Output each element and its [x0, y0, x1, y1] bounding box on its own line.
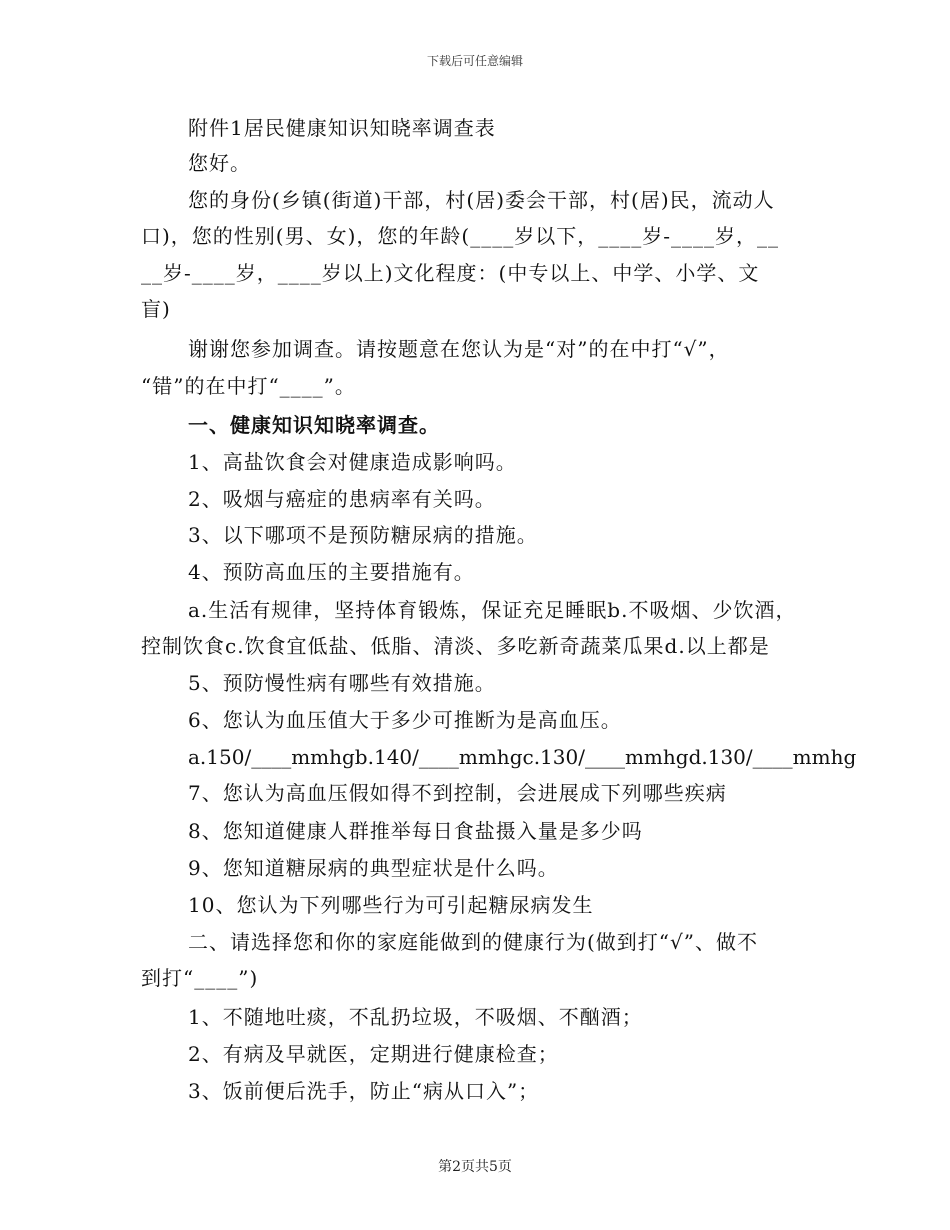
- question-4-options-line-1: a.生活有规律，坚持体育锻炼，保证充足睡眠b.不吸烟、少饮酒，: [188, 598, 797, 622]
- page-header: 下载后可任意编辑: [426, 54, 523, 68]
- question-6-options: a.150/____mmhgb.140/____mmhgc.130/____mmhgd.130/____mmhg: [188, 745, 857, 769]
- intro-line-4: 盲): [141, 297, 171, 321]
- question-9: 9、您知道糖尿病的典型症状是什么吗。: [188, 856, 559, 880]
- question-8: 8、您知道健康人群推举每日食盐摄入量是多少吗: [188, 819, 643, 843]
- section1-heading: 一、健康知识知晓率调查。: [188, 413, 440, 437]
- question-6: 6、您认为血压值大于多少可推断为是高血压。: [188, 708, 622, 732]
- question-1: 1、高盐饮食会对健康造成影响吗。: [188, 450, 517, 474]
- question-2: 2、吸烟与癌症的患病率有关吗。: [188, 487, 496, 511]
- question-3: 3、以下哪项不是预防糖尿病的措施。: [188, 523, 538, 547]
- intro-line-2: 口)，您的性别(男、女)，您的年龄(____岁以下，____岁-____岁，__: [141, 224, 779, 248]
- section2-heading-line-2: 到打“____”): [141, 966, 259, 990]
- behavior-item-2: 2、有病及早就医，定期进行健康检查；: [188, 1042, 559, 1066]
- section2-heading-line-1: 二、请选择您和你的家庭能做到的健康行为(做到打“√”、做不: [188, 930, 758, 954]
- intro-line-3: __岁-____岁，____岁以上)文化程度：(中专以上、中学、小学、文: [141, 261, 760, 285]
- thanks-line-2: “错”的在中打“____”。: [141, 374, 356, 398]
- question-4: 4、预防高血压的主要措施有。: [188, 560, 475, 584]
- page-footer: 第2页共5页: [438, 1159, 512, 1175]
- behavior-item-1: 1、不随地吐痰，不乱扔垃圾，不吸烟、不酗酒；: [188, 1005, 643, 1029]
- question-10: 10、您认为下列哪些行为可引起糖尿病发生: [188, 893, 594, 917]
- behavior-item-3: 3、饭前便后洗手，防止“病从口入”；: [188, 1079, 540, 1103]
- question-4-options-line-2: 控制饮食c.饮食宜低盐、低脂、清淡、多吃新奇蔬菜瓜果d.以上都是: [141, 634, 770, 658]
- intro-line-1: 您的身份(乡镇(街道)干部，村(居)委会干部，村(居)民，流动人: [188, 188, 775, 212]
- question-7: 7、您认为高血压假如得不到控制，会进展成下列哪些疾病: [188, 781, 727, 805]
- thanks-line-1: 谢谢您参加调查。请按题意在您认为是“对”的在中打“√”，: [188, 337, 730, 361]
- greeting: 您好。: [188, 151, 251, 175]
- question-5: 5、预防慢性病有哪些有效措施。: [188, 671, 496, 695]
- document-title: 附件1居民健康知识知晓率调查表: [188, 116, 496, 140]
